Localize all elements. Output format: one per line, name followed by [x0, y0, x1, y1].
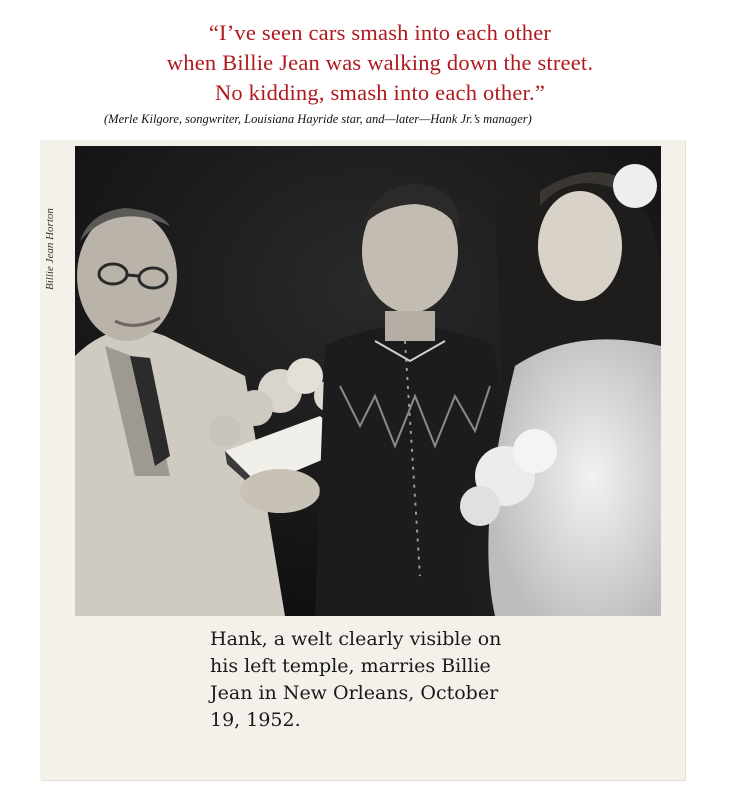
photo-caption [210, 626, 630, 734]
quote-attribution: (Merle Kilgore, songwriter, Louisiana Hayride star, and—later—Hank Jr.’s manager) [104, 112, 532, 126]
caption-line-4: 19, 1952. [210, 709, 301, 731]
quote-line-2: when Billie Jean was walking down the street. [166, 50, 594, 75]
wedding-photo-illustration [75, 146, 661, 616]
caption-line-2: his left temple, marries Billie [210, 655, 491, 677]
wedding-photograph [75, 146, 661, 616]
quote-line-3: No kidding, smash into each other.” [214, 80, 546, 105]
photo-credit: Billie Jean Horton [44, 208, 56, 290]
caption-line-3: Jean in New Orleans, October [210, 682, 499, 704]
caption-line-1: Hank, a welt clearly visible on [210, 628, 502, 650]
quote-line-1: “I’ve seen cars smash into each other [208, 20, 552, 45]
pull-quote [100, 18, 660, 108]
